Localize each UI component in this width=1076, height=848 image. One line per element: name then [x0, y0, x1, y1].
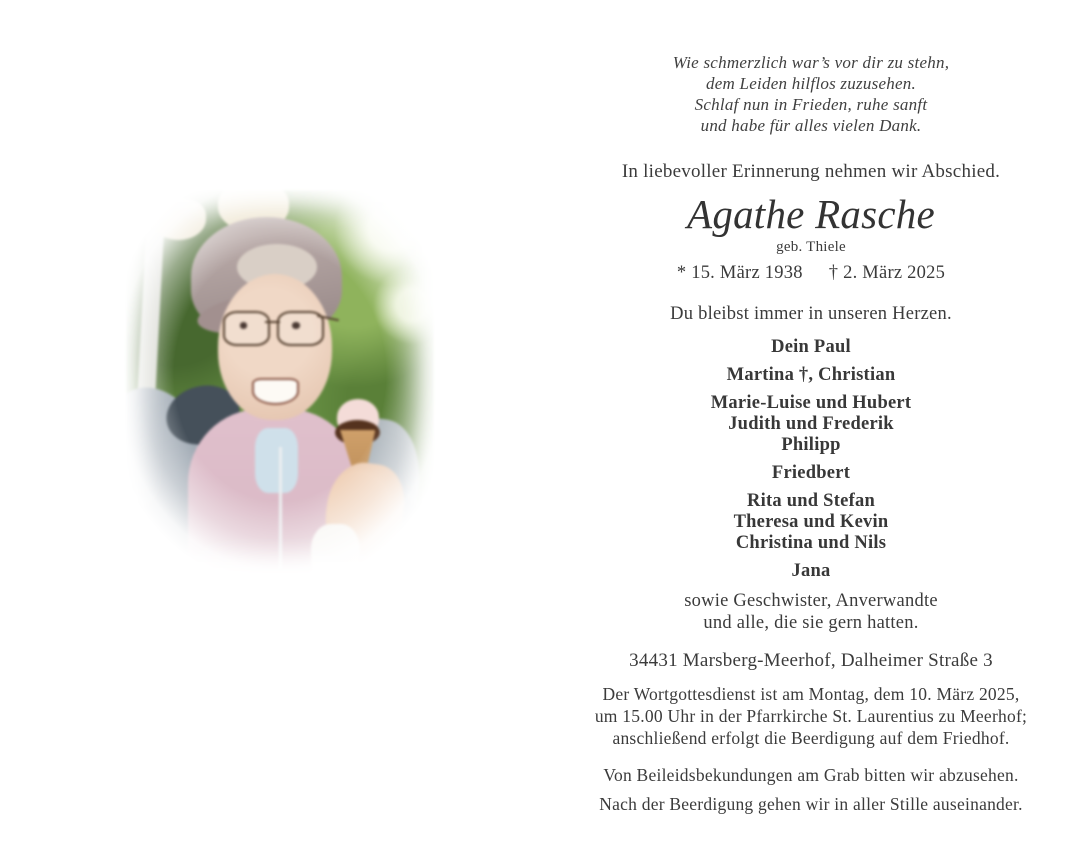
- mourner-line: Martina †, Christian: [726, 365, 896, 385]
- portrait-photo: [122, 186, 438, 578]
- service-info-line: um 15.00 Uhr in der Pfarrkirche St. Laurentius zu Meerhof;: [594, 706, 1028, 726]
- mourner-line: Dein Paul: [771, 337, 851, 357]
- mourner-line: Christina und Nils: [735, 533, 887, 553]
- maiden-name: geb. Thiele: [776, 239, 846, 255]
- farewell-line: In liebevoller Erinnerung nehmen wir Abschied.: [621, 161, 1001, 182]
- poem-line: Schlaf nun in Frieden, ruhe sanft: [694, 95, 928, 114]
- poem-line: dem Leiden hilflos zuzusehen.: [706, 74, 916, 93]
- photo-vignette: [120, 184, 440, 580]
- mourners-closing: [591, 591, 1031, 634]
- mourner-line: Jana: [791, 561, 831, 581]
- death-date: † 2. März 2025: [828, 263, 946, 283]
- remembrance-line: Du bleibst immer in unseren Herzen.: [670, 304, 952, 324]
- birth-date: * 15. März 1938: [676, 263, 803, 283]
- life-dates: [591, 261, 1031, 285]
- condolence-note: Von Beileidsbekundungen am Grab bitten wir abzusehen.: [603, 765, 1019, 785]
- mourners-closing-line: und alle, die sie gern hatten.: [703, 612, 919, 633]
- mourner-group: [591, 463, 1031, 484]
- mourners-closing-line: sowie Geschwister, Anverwandte: [684, 591, 938, 611]
- mourner-line: Friedbert: [771, 463, 851, 483]
- deceased-name: Agathe Rasche: [687, 191, 935, 237]
- service-info-line: anschließend erfolgt die Beerdigung auf dem Friedhof.: [612, 728, 1010, 748]
- mourner-line: Philipp: [781, 435, 841, 455]
- card-text-column: [591, 0, 1031, 848]
- mourners-list: [591, 337, 1031, 582]
- service-info: [591, 683, 1031, 749]
- mourner-group: [591, 337, 1031, 358]
- mourner-group: [591, 393, 1031, 456]
- closing-note: Nach der Beerdigung gehen wir in aller Stille auseinander.: [599, 794, 1023, 814]
- address-line: 34431 Marsberg-Meerhof, Dalheimer Straße 3: [629, 650, 993, 671]
- mourner-line: Marie-Luise und Hubert: [710, 393, 912, 413]
- mourner-group: [591, 561, 1031, 582]
- mourner-group: [591, 491, 1031, 554]
- mourner-group: [591, 365, 1031, 386]
- mourner-line: Rita und Stefan: [747, 491, 875, 511]
- poem-line: Wie schmerzlich war’s vor dir zu stehn,: [672, 53, 950, 72]
- poem-line: und habe für alles vielen Dank.: [700, 116, 922, 135]
- service-info-line: Der Wortgottesdienst ist am Montag, dem 10. März 2025,: [602, 684, 1020, 704]
- mourner-line: Theresa und Kevin: [733, 512, 889, 532]
- poem: [591, 52, 1031, 136]
- mourner-line: Judith und Frederik: [728, 414, 894, 434]
